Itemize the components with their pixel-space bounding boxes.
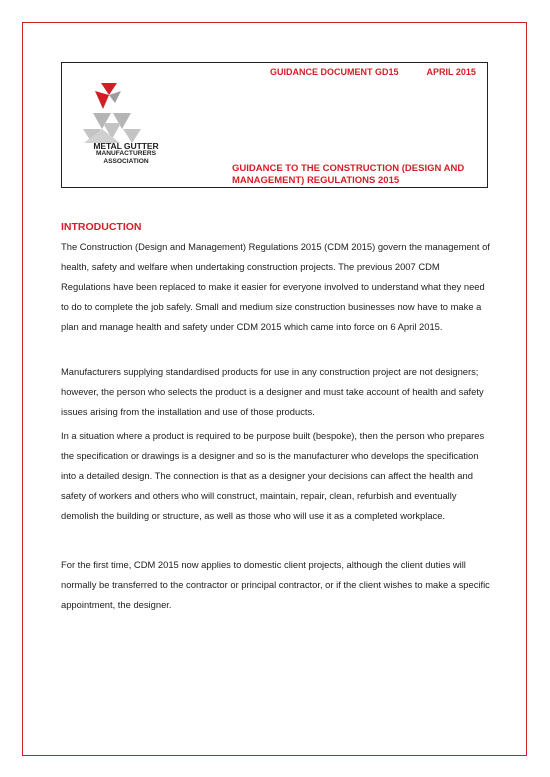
document-meta (270, 67, 476, 77)
paragraph-4: For the first time, CDM 2015 now applies to domestic client projects, although the client duties will normally be transferred to the contractor or principal contractor, or if the client wishes to make a specific appointment, the designer. (61, 559, 490, 610)
logo-line-3: ASSOCIATION (103, 158, 149, 165)
logo-line-1: METAL GUTTER (93, 141, 159, 151)
logo-line-2: MANUFACTURERS (95, 150, 157, 157)
logo-text (76, 142, 176, 166)
document-date: APRIL 2015 (426, 67, 476, 77)
paragraph-1: The Construction (Design and Management) Regulations 2015 (CDM 2015) govern the management of health, safety and welfare when undertaking construction projects. The previous 2007 CDM Regulations have been replaced to make it easier for everyone involved to understand what they need to do to complete the job safely. Small and medium size construction businesses now have to make a plan and manage health and safety under CDM 2015 which came into force on 6 April 2015. (61, 241, 490, 332)
document-title: GUIDANCE TO THE CONSTRUCTION (DESIGN AND MANAGEMENT) REGULATIONS 2015 (232, 163, 465, 186)
document-id: GUIDANCE DOCUMENT GD15 (270, 67, 399, 77)
section-heading-introduction: INTRODUCTION (61, 221, 142, 233)
paragraph-2: Manufacturers supplying standardised products for use in any construction project are not designers; however, the person who selects the product is a designer and must take account of health and safety issues arising from the installation and use of those products. (61, 366, 484, 417)
paragraph-3: In a situation where a product is required to be purpose built (bespoke), then the person who prepares the specification or drawings is a designer and so is the manufacturer who develops the specification into a detailed design. The connection is that as a designer your decisions can affect the health and safety of workers and others who will construct, maintain, repair, clean, refurbish and eventually demolish the building or structure, as well as those who will use it as a completed workplace. (61, 430, 485, 521)
